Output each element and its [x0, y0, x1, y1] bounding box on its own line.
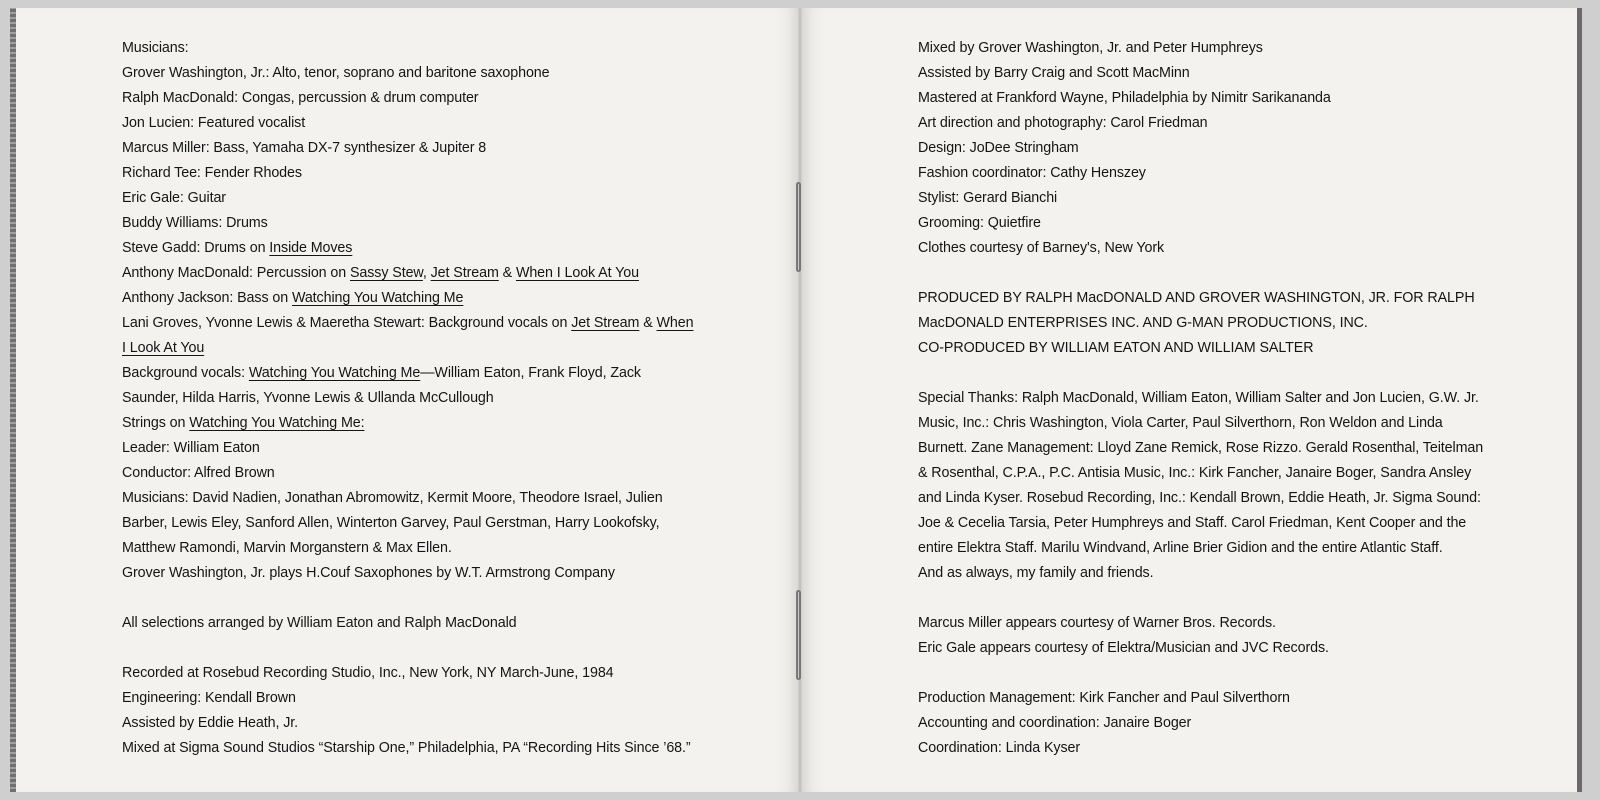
spacer — [918, 586, 1478, 611]
staple-bottom — [796, 590, 801, 680]
credit-string-musicians-cont: Matthew Ramondi, Marvin Morganstern & Max Ellen. — [122, 540, 452, 556]
separator: & — [498, 265, 516, 281]
produced-by-line: PRODUCED BY RALPH MacDONALD AND GROVER WASHINGTON, JR. FOR RALPH — [918, 290, 1475, 306]
musicians-heading: Musicians: — [122, 40, 189, 56]
production-credit: Grooming: Quietfire — [918, 215, 1041, 231]
arranged-credit: All selections arranged by William Eaton and Ralph MacDonald — [122, 615, 517, 631]
special-thanks-line: and Linda Kyser. Rosebud Recording, Inc.: Kendall Brown, Eddie Heath, Jr. Sigma Sound: — [918, 490, 1481, 506]
song-title: Watching You Watching Me: — [189, 415, 365, 431]
credit-background-vocals-names: —William Eaton, Frank Floyd, Zack — [420, 365, 641, 381]
production-credit: Art direction and photography: Carol Friedman — [918, 115, 1208, 131]
musicians-credits-column — [122, 36, 694, 761]
credit-string-musicians: Musicians: David Nadien, Jonathan Abromowitz, Kermit Moore, Theodore Israel, Julien — [122, 490, 663, 506]
credit-strings-text: Strings on — [122, 415, 190, 431]
special-thanks-line: Music, Inc.: Chris Washington, Viola Carter, Paul Silverthorn, Ron Weldon and Linda — [918, 415, 1443, 431]
production-credit: Design: JoDee Stringham — [918, 140, 1079, 156]
credit-eric: Eric Gale: Guitar — [122, 190, 226, 206]
credit-lani-groves — [122, 311, 694, 336]
special-thanks-line: entire Elektra Staff. Marilu Windvand, Arline Brier Gidion and the entire Atlantic Staff. — [918, 540, 1443, 556]
credit-anthony-jackson — [122, 286, 682, 311]
production-credit: Stylist: Gerard Bianchi — [918, 190, 1058, 206]
separator: & — [639, 315, 657, 331]
song-title: Watching You Watching Me — [291, 290, 464, 306]
credit-strings — [122, 411, 682, 436]
production-credit: Clothes courtesy of Barney's, New York — [918, 240, 1165, 256]
song-title: Watching You Watching Me — [248, 365, 421, 381]
song-title: Jet Stream — [571, 315, 640, 331]
assisted-credit: Assisted by Eddie Heath, Jr. — [122, 715, 299, 731]
booklet-edge-right — [1577, 8, 1582, 792]
song-title: When I Look At You — [515, 265, 639, 281]
spacer — [918, 661, 1478, 686]
production-credit: Mastered at Frankford Wayne, Philadelphia by Nimitr Sarikananda — [918, 90, 1331, 106]
song-title: I Look At You — [122, 340, 205, 356]
spacer — [918, 361, 1478, 386]
production-credits-column — [918, 36, 1484, 761]
production-credit: Mixed by Grover Washington, Jr. and Peter Humphreys — [918, 40, 1263, 56]
credit-jon: Jon Lucien: Featured vocalist — [122, 115, 306, 131]
produced-by-line: CO-PRODUCED BY WILLIAM EATON AND WILLIAM SALTER — [918, 340, 1314, 356]
song-title: Inside Moves — [269, 240, 353, 256]
spacer — [918, 261, 1478, 286]
song-title: Sassy Stew — [349, 265, 423, 281]
staple-top — [796, 182, 801, 272]
mixed-at-credit: Mixed at Sigma Sound Studios “Starship One,” Philadelphia, PA “Recording Hits Since ’68.” — [122, 740, 691, 756]
credit-conductor: Conductor: Alfred Brown — [122, 465, 275, 481]
special-thanks-line: Special Thanks: Ralph MacDonald, William Eaton, William Salter and Jon Lucien, G.W. Jr. — [918, 390, 1479, 406]
credit-steve — [122, 236, 682, 261]
management-line: Coordination: Linda Kyser — [918, 740, 1081, 756]
credit-saxophones: Grover Washington, Jr. plays H.Couf Saxophones by W.T. Armstrong Company — [122, 565, 615, 581]
credit-background-vocals — [122, 361, 682, 386]
credit-buddy: Buddy Williams: Drums — [122, 215, 268, 231]
recorded-credit: Recorded at Rosebud Recording Studio, Inc., New York, NY March-June, 1984 — [122, 665, 614, 681]
credit-lani-groves-cont — [122, 336, 682, 361]
credit-anthony-jackson-text: Anthony Jackson: Bass on — [122, 290, 292, 306]
management-line: Accounting and coordination: Janaire Boger — [918, 715, 1192, 731]
song-title: Jet Stream — [430, 265, 499, 281]
production-credit: Assisted by Barry Craig and Scott MacMinn — [918, 65, 1190, 81]
spacer — [122, 636, 682, 661]
credit-background-vocals-text: Background vocals: — [122, 365, 249, 381]
special-thanks-line: Joe & Cecelia Tarsia, Peter Humphreys and Staff. Carol Friedman, Kent Cooper and the — [918, 515, 1467, 531]
credit-ralph: Ralph MacDonald: Congas, percussion & drum computer — [122, 90, 479, 106]
credit-anthony-macdonald-text: Anthony MacDonald: Percussion on — [122, 265, 350, 281]
courtesy-line: Eric Gale appears courtesy of Elektra/Musician and JVC Records. — [918, 640, 1329, 656]
courtesy-line: Marcus Miller appears courtesy of Warner Bros. Records. — [918, 615, 1276, 631]
song-title: When — [656, 315, 694, 331]
separator: , — [422, 265, 431, 281]
produced-by-line: MacDONALD ENTERPRISES INC. AND G-MAN PRODUCTIONS, INC. — [918, 315, 1368, 331]
credit-marcus: Marcus Miller: Bass, Yamaha DX-7 synthesizer & Jupiter 8 — [122, 140, 487, 156]
credit-lani-groves-text: Lani Groves, Yvonne Lewis & Maeretha Stewart: Background vocals on — [122, 315, 572, 331]
production-credit: Fashion coordinator: Cathy Henszey — [918, 165, 1146, 181]
special-thanks-line: And as always, my family and friends. — [918, 565, 1154, 581]
credit-background-vocals-cont: Saunder, Hilda Harris, Yvonne Lewis & Ullanda McCullough — [122, 390, 494, 406]
spacer — [122, 586, 682, 611]
engineering-credit: Engineering: Kendall Brown — [122, 690, 296, 706]
credit-richard: Richard Tee: Fender Rhodes — [122, 165, 302, 181]
credit-leader: Leader: William Eaton — [122, 440, 260, 456]
credit-steve-text: Steve Gadd: Drums on — [122, 240, 270, 256]
credit-string-musicians-cont: Barber, Lewis Eley, Sanford Allen, Winterton Garvey, Paul Gerstman, Harry Lookofsky, — [122, 515, 660, 531]
credit-anthony-macdonald — [122, 261, 682, 286]
credit-grover: Grover Washington, Jr.: Alto, tenor, soprano and baritone saxophone — [122, 65, 550, 81]
special-thanks-line: & Rosenthal, C.P.A., P.C. Antisia Music, Inc.: Kirk Fancher, Janaire Boger, Sandra Ansley — [918, 465, 1472, 481]
management-line: Production Management: Kirk Fancher and Paul Silverthorn — [918, 690, 1290, 706]
special-thanks-line: Burnett. Zane Management: Lloyd Zane Remick, Rose Rizzo. Gerald Rosenthal, Teitelman — [918, 440, 1484, 456]
